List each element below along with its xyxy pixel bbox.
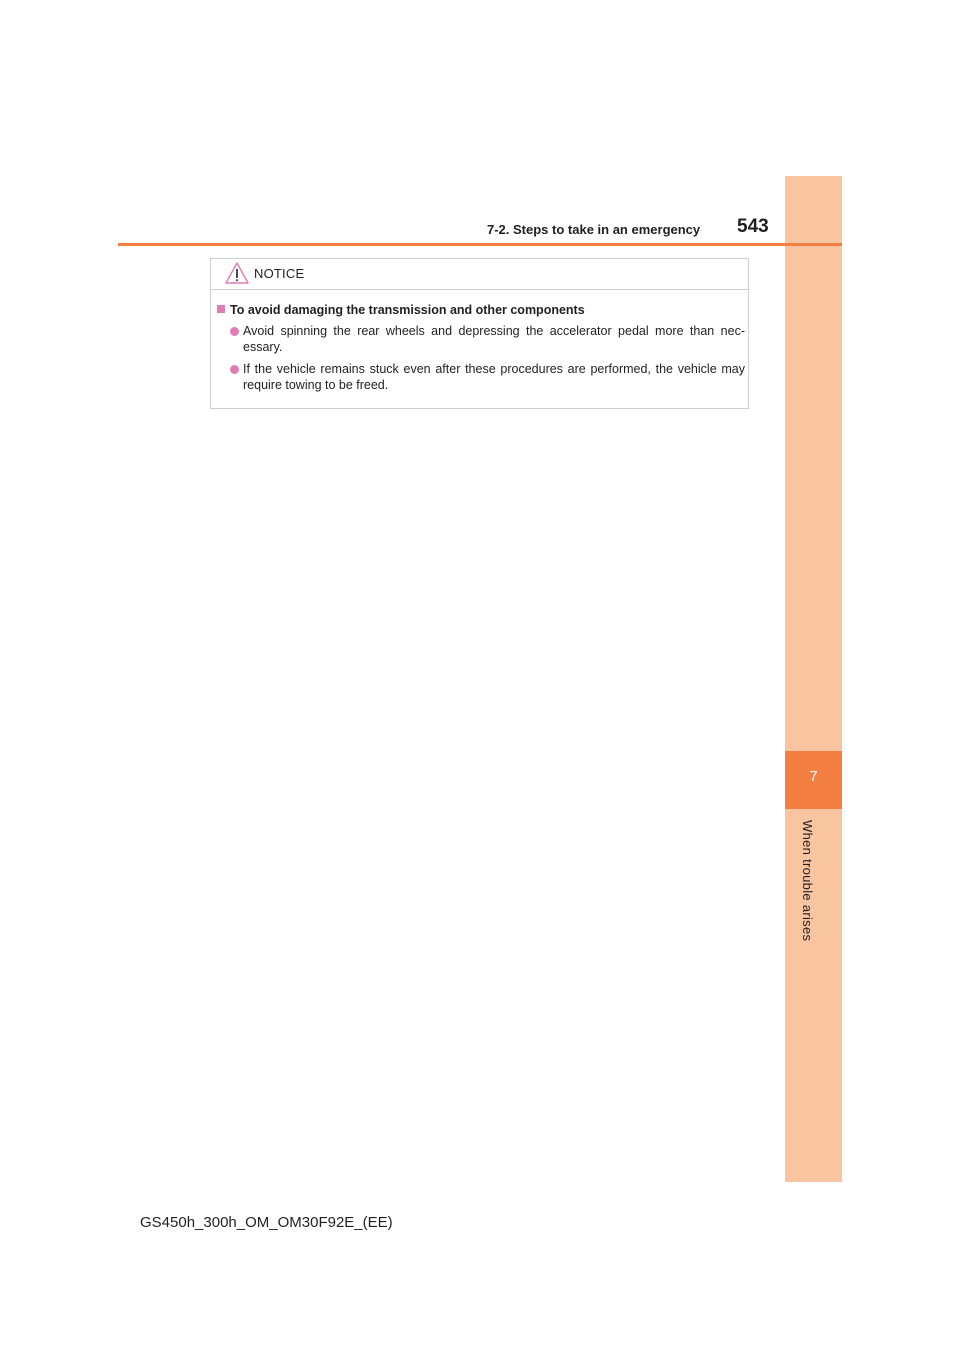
notice-heading [217, 303, 585, 317]
notice-header [211, 259, 748, 290]
notice-label: NOTICE [254, 266, 305, 281]
page-number: 543 [737, 216, 769, 237]
notice-bullet-text: Avoid spinning the rear wheels and depressing the accelerator pedal more than nec-essary. [243, 324, 745, 354]
side-chapter-tab [785, 176, 842, 1182]
notice-bullet-text: If the vehicle remains stuck even after these procedures are performed, the vehicle may require towing to be freed. [243, 362, 745, 392]
header-rule [118, 243, 842, 246]
notice-bullet-item [230, 323, 745, 355]
chapter-title: When trouble arises [800, 820, 815, 942]
circle-bullet-icon [230, 365, 239, 374]
warning-triangle-icon [225, 262, 249, 284]
document-code: GS450h_300h_OM_OM30F92E_(EE) [140, 1214, 393, 1231]
notice-bullet-item [230, 361, 745, 393]
notice-heading-text: To avoid damaging the transmission and other components [230, 303, 585, 317]
square-bullet-icon [217, 305, 225, 313]
circle-bullet-icon [230, 327, 239, 336]
section-title: 7-2. Steps to take in an emergency [487, 222, 701, 237]
chapter-number: 7 [809, 768, 818, 785]
notice-box [210, 258, 749, 409]
